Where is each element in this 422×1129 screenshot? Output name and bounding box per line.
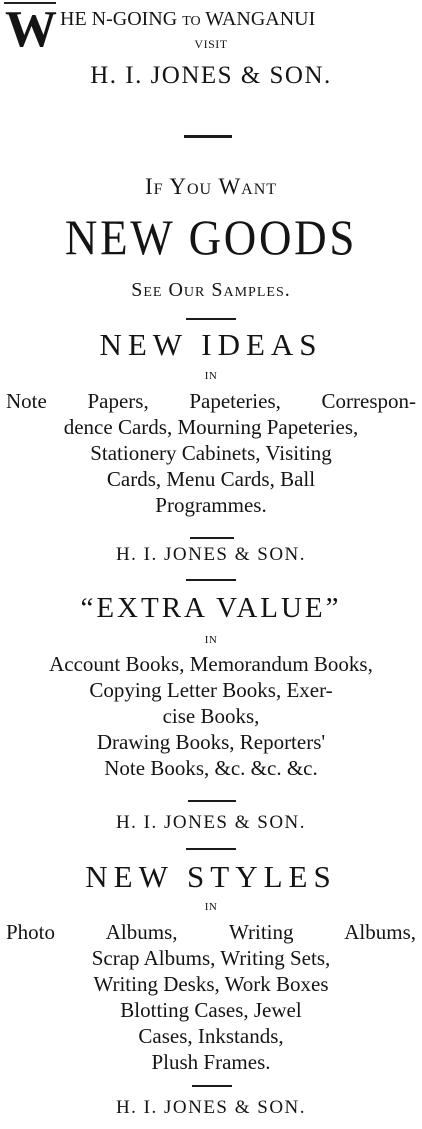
divider [190,537,234,539]
in-label: IN [204,901,218,913]
new-styles-heading: NEW STYLES [85,859,337,894]
list-line: Note Books, &c. &c. &c. [104,756,318,780]
list-line: Cards, Menu Cards, Ball [106,467,316,491]
header-line-part1: HE N-GOING [60,8,178,30]
new-ideas-list [0,388,422,518]
signature: H. I. JONES & SON. [115,1097,307,1118]
drop-cap: W [5,1,56,58]
divider [184,135,232,138]
list-line: Account Books, Memorandum Books, [49,652,373,676]
if-you-want: If You Want [144,174,278,199]
list-line: Blotting Cases, Jewel [120,998,302,1022]
list-line: Writing Desks, Work Boxes [93,972,329,996]
list-line: Note Papers, Papeteries, Correspon- [6,389,416,413]
list-line: cise Books, [162,704,260,728]
new-goods-headline: NEW GOODS [64,209,358,265]
list-line: Cases, Inkstands, [138,1024,284,1048]
extra-value-list [0,651,422,781]
header-company-name: H. I. JONES & SON. [90,62,332,89]
list-line: Programmes. [155,493,267,517]
list-line: Drawing Books, Reporters' [96,730,326,754]
list-line: Copying Letter Books, Exer- [89,678,333,702]
see-our-samples: See Our Samples. [131,279,291,301]
signature: H. I. JONES & SON. [115,812,307,833]
list-line: Stationery Cabinets, Visiting [90,441,332,465]
list-line: Photo Albums, Writing Albums, [6,920,416,944]
header-visit: VISIT [194,37,228,51]
new-styles-list [0,919,422,1075]
divider [186,848,236,850]
divider [186,579,236,581]
list-line: Scrap Albums, Writing Sets, [91,946,331,970]
divider [186,318,236,320]
signature: H. I. JONES & SON. [115,544,307,565]
extra-value-heading: “EXTRA VALUE” [80,592,342,624]
divider [192,1085,232,1087]
header-line-to: TO [182,14,201,29]
header-line [60,7,422,34]
divider [188,800,236,802]
in-label: IN [204,634,218,646]
new-ideas-heading: NEW IDEAS [99,327,323,362]
list-line: Plush Frames. [151,1050,271,1074]
in-label: IN [204,370,218,382]
header-line-part2: WANGANUI [205,8,316,30]
list-line: dence Cards, Mourning Papeteries, [63,415,359,439]
